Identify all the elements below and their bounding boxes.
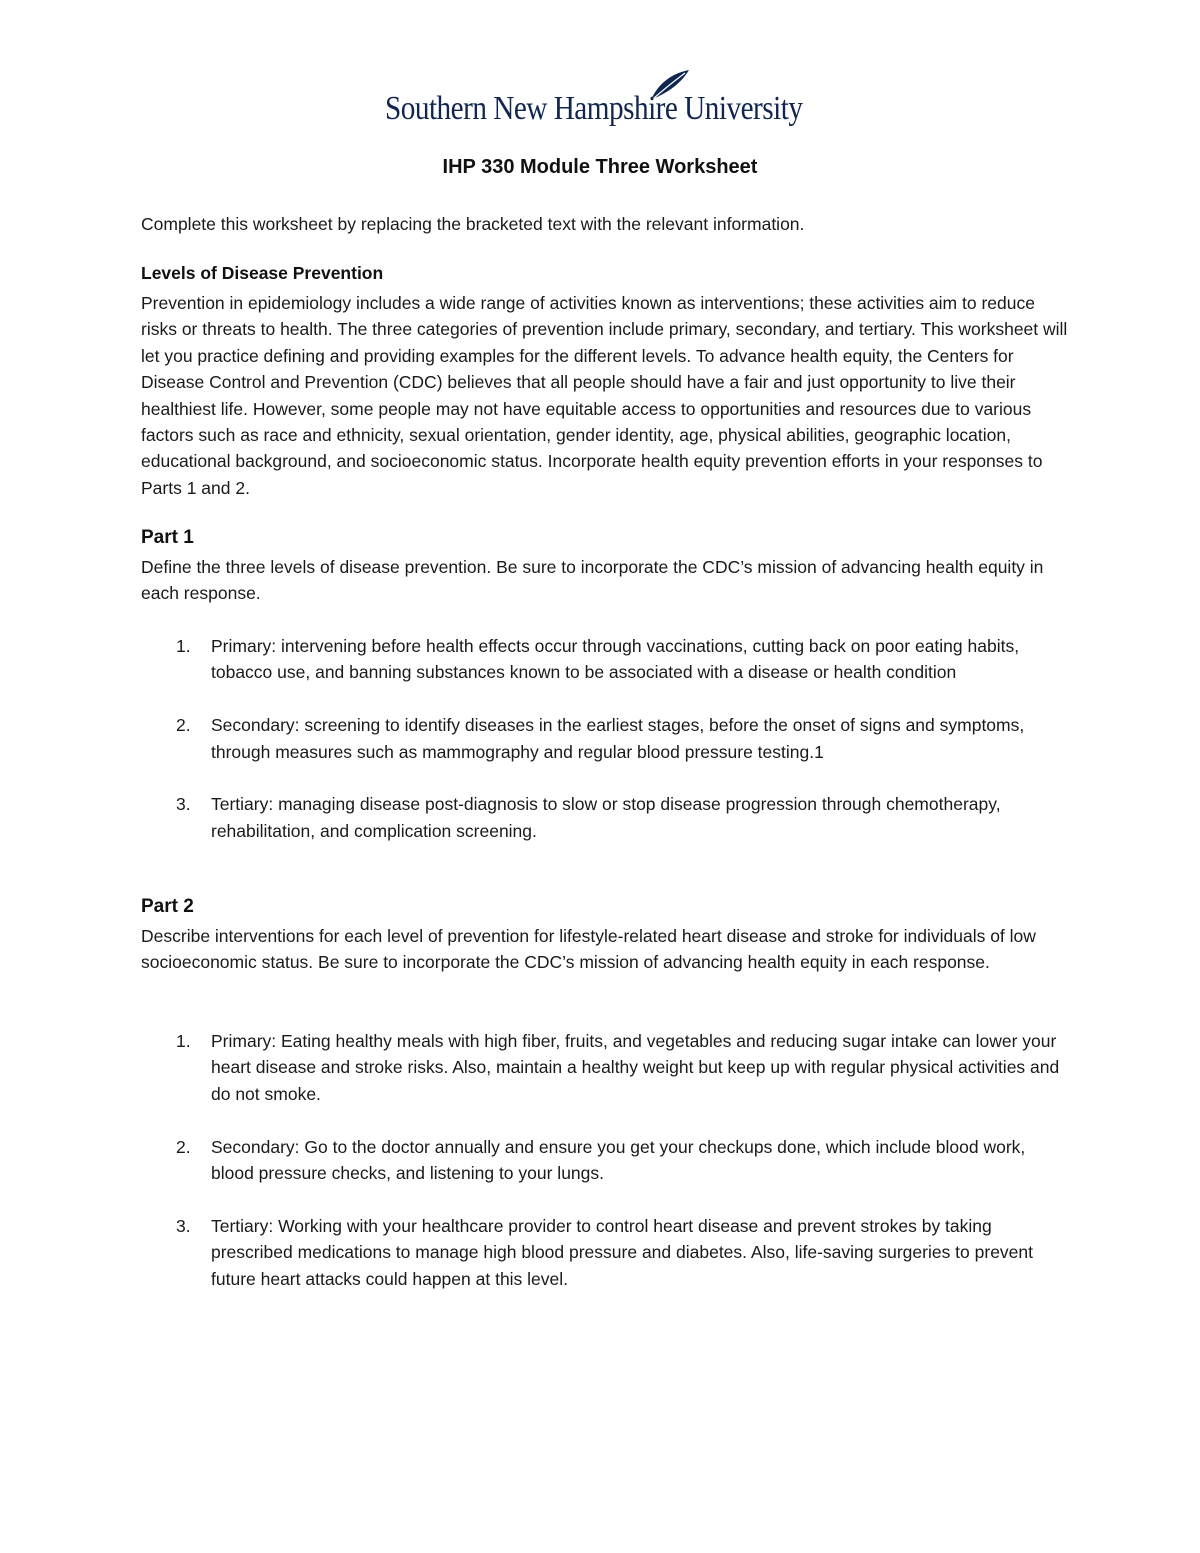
logo-wordmark: Southern New Hampshire University bbox=[385, 90, 803, 127]
list-item-text: Secondary: screening to identify diseases in the earliest stages, before the onset of signs and symptoms, through measures such as mammography and regular blood pressure testing.1 bbox=[211, 715, 1025, 762]
list-item-text: Tertiary: Working with your healthcare provider to control heart disease and prevent strokes by taking prescribed medications to manage high blood pressure and diabetes. Also, life-saving surgeries to prevent future heart attacks could happen at this level. bbox=[211, 1215, 1034, 1289]
university-logo bbox=[385, 68, 815, 138]
list-item bbox=[141, 1213, 1071, 1292]
list-item bbox=[141, 712, 1071, 765]
instructions-text: Complete this worksheet by replacing the bracketed text with the relevant information. bbox=[141, 214, 805, 234]
part1-list bbox=[141, 633, 1071, 871]
part2-list bbox=[141, 1028, 1071, 1318]
part1-prompt: Define the three levels of disease prevention. Be sure to incorporate the CDC’s mission of advancing health equity in each response. bbox=[141, 557, 1044, 604]
levels-body: Prevention in epidemiology includes a wide range of activities known as interventions; these activities aim to reduce risks or threats to health. The three categories of prevention include primary, secondary, and tertiary. This worksheet will let you practice defining and providing examples for the different levels. To advance health equity, the Centers for Disease Control and Prevention (CDC) believes that all people should have a fair and just opportunity to live their healthiest life. However, some people may not have equitable access to opportunities and resources due to various factors such as race and ethnicity, sexual orientation, gender identity, age, physical abilities, geographic location, educational background, and socioeconomic status. Incorporate health equity prevention efforts in your responses to Parts 1 and 2. bbox=[141, 293, 1068, 498]
list-item-text: Tertiary: managing disease post-diagnosis to slow or stop disease progression through chemotherapy, rehabilitation, and complication screening. bbox=[211, 794, 1001, 841]
list-item-text: Primary: intervening before health effects occur through vaccinations, cutting back on poor eating habits, tobacco use, and banning substances known to be associated with a disease or health condition bbox=[211, 636, 1020, 683]
list-item-text: Primary: Eating healthy meals with high fiber, fruits, and vegetables and reducing sugar intake can lower your heart disease and stroke risks. Also, maintain a healthy weight but keep up with regular physical activities and do not smoke. bbox=[211, 1031, 1060, 1104]
list-item-text: Secondary: Go to the doctor annually and ensure you get your checkups done, which include blood work, blood pressure checks, and listening to your lungs. bbox=[211, 1136, 1026, 1184]
levels-heading: Levels of Disease Prevention bbox=[141, 263, 384, 283]
part2-prompt: Describe interventions for each level of prevention for lifestyle-related heart disease and stroke for individuals of low socioeconomic status. Be sure to incorporate the CDC’s mission of advancing health equity in each response. bbox=[141, 926, 1036, 973]
list-number: 2. bbox=[176, 1136, 191, 1157]
part2-heading: Part 2 bbox=[141, 896, 194, 917]
list-item bbox=[141, 791, 1071, 844]
list-number: 1. bbox=[176, 636, 191, 656]
list-item bbox=[141, 1028, 1071, 1107]
list-number: 1. bbox=[176, 1031, 191, 1051]
list-item bbox=[141, 1134, 1071, 1187]
part1-heading: Part 1 bbox=[141, 527, 194, 548]
document-title: IHP 330 Module Three Worksheet bbox=[442, 156, 758, 178]
list-item bbox=[141, 633, 1071, 686]
list-number: 3. bbox=[176, 1215, 191, 1236]
list-number: 3. bbox=[176, 794, 191, 815]
list-number: 2. bbox=[176, 715, 191, 736]
